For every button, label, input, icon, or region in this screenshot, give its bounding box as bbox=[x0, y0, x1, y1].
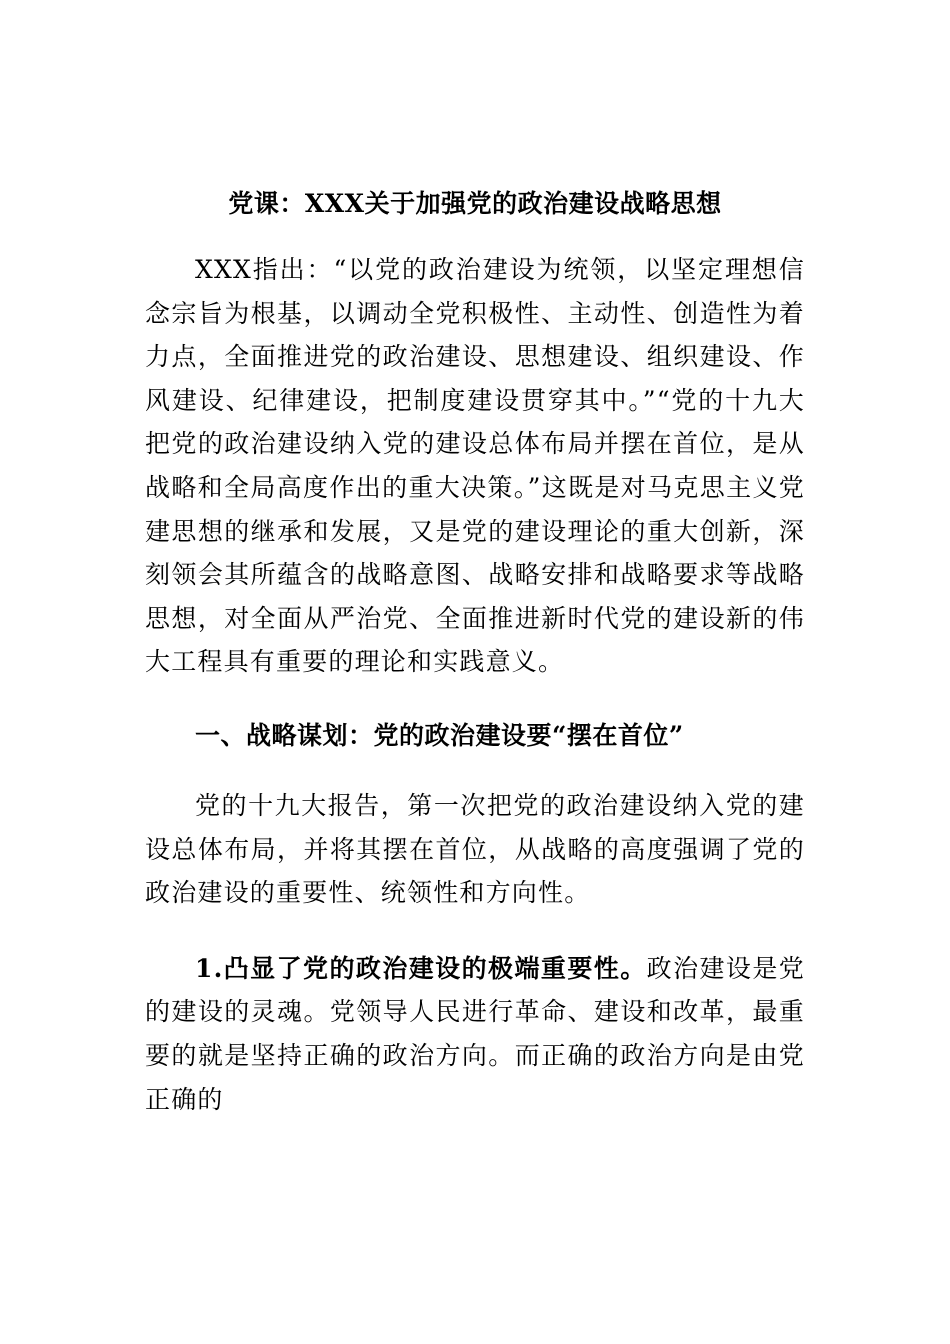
document-page bbox=[145, 186, 805, 1121]
spacer bbox=[145, 754, 805, 784]
intro-paragraph: XXX指出：“以党的政治建设为统领，以坚定理想信念宗旨为根基，以调动全党积极性、主动性、创造性为着力点，全面推进党的政治建设、思想建设、组织建设、作风建设、纪律建设，把制度建设贯穿其中。”“党的十九大把党的政治建设纳入党的建设总体布局并摆在首位，是从战略和全局高度作出的重大决策。”这既是对马克思主义党建思想的继承和发展，又是党的建设理论的重大创新，深刻领会其所蕴含的战略意图、战略安排和战略要求等战略思想，对全面从严治党、全面推进新时代党的建设新的伟大工程具有重要的理论和实践意义。 bbox=[145, 255, 805, 677]
point-body: 政治建设是党的建设的灵魂。党领导人民进行革命、建设和改革，最重要的就是坚持正确的政治方向。而正确的政治方向是由党正确的 bbox=[145, 953, 805, 1114]
document-title: 党课：XXX关于加强党的政治建设战略思想 bbox=[228, 189, 722, 218]
spacer bbox=[145, 915, 805, 947]
point-paragraph bbox=[145, 947, 805, 1121]
spacer bbox=[145, 684, 805, 718]
section-heading: 一、战略谋划：党的政治建设要“摆在首位” bbox=[195, 720, 684, 750]
section-paragraph: 党的十九大报告，第一次把党的政治建设纳入党的建设总体布局，并将其摆在首位，从战略的高度强调了党的政治建设的重要性、统领性和方向性。 bbox=[145, 790, 805, 908]
point-lead: 1.凸显了党的政治建设的极端重要性。 bbox=[195, 953, 647, 983]
